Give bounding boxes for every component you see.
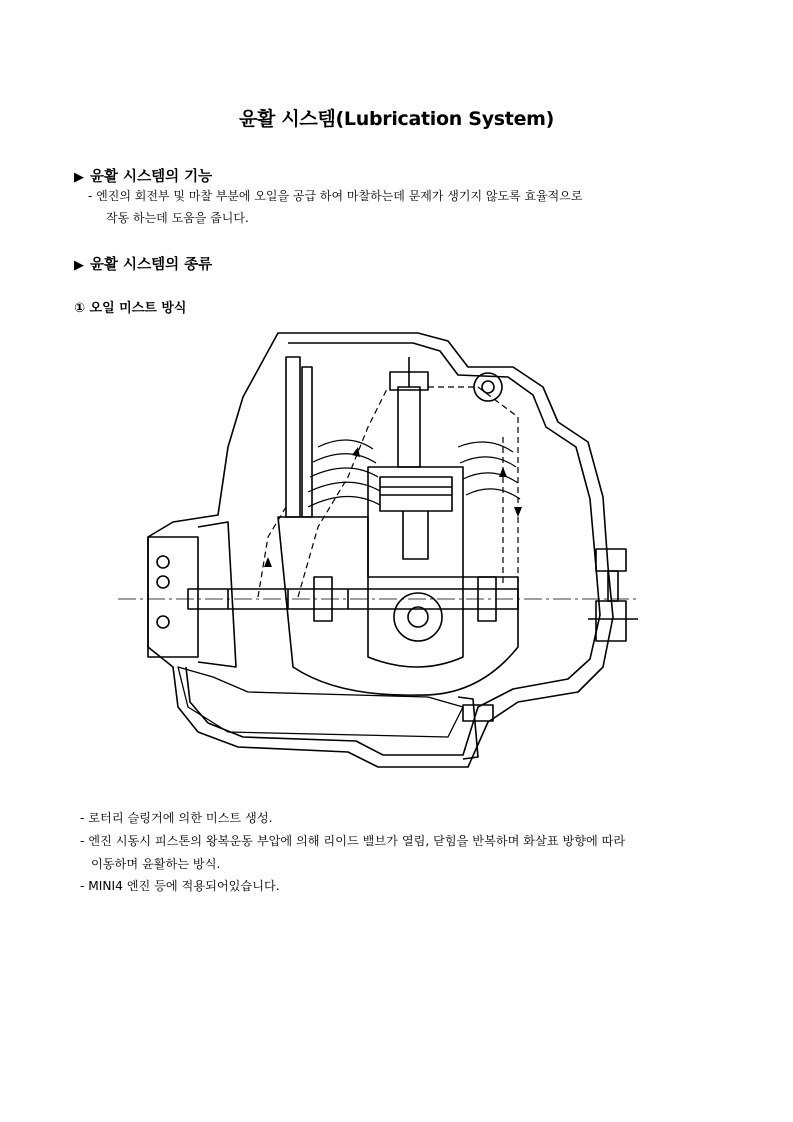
subsection-heading-oil-mist: ① 오일 미스트 방식	[74, 301, 187, 316]
note-line1: - 로터리 슬링거에 의한 미스트 생성.	[80, 811, 273, 825]
note-line4: - MINI4 엔진 등에 적용되어있습니다.	[80, 879, 280, 893]
triangle-bullet-icon: ▶	[74, 170, 84, 185]
note-line2: - 엔진 시동시 피스톤의 왕복운동 부압에 의해 리이드 밸브가 열림, 닫힘을 반복하며 화살표 방향에 따라	[80, 834, 626, 848]
section-heading-function	[74, 165, 212, 186]
page-title: 윤활 시스템(Lubrication System)	[238, 108, 555, 130]
function-description-line2: 작동 하는데 도움을 줍니다.	[106, 211, 249, 225]
section-heading-text: 윤활 시스템의 종류	[90, 257, 213, 273]
section-heading-text: 윤활 시스템의 기능	[90, 169, 213, 185]
section-heading-types	[74, 253, 212, 274]
engine-cross-section-diagram	[118, 327, 638, 775]
triangle-bullet-icon: ▶	[74, 258, 84, 273]
note-line3: 이동하며 윤활하는 방식.	[91, 857, 221, 871]
function-description-line1: - 엔진의 회전부 및 마찰 부분에 오일을 공급 하여 마찰하는데 문제가 생기지 않도록 효율적으로	[88, 189, 583, 203]
